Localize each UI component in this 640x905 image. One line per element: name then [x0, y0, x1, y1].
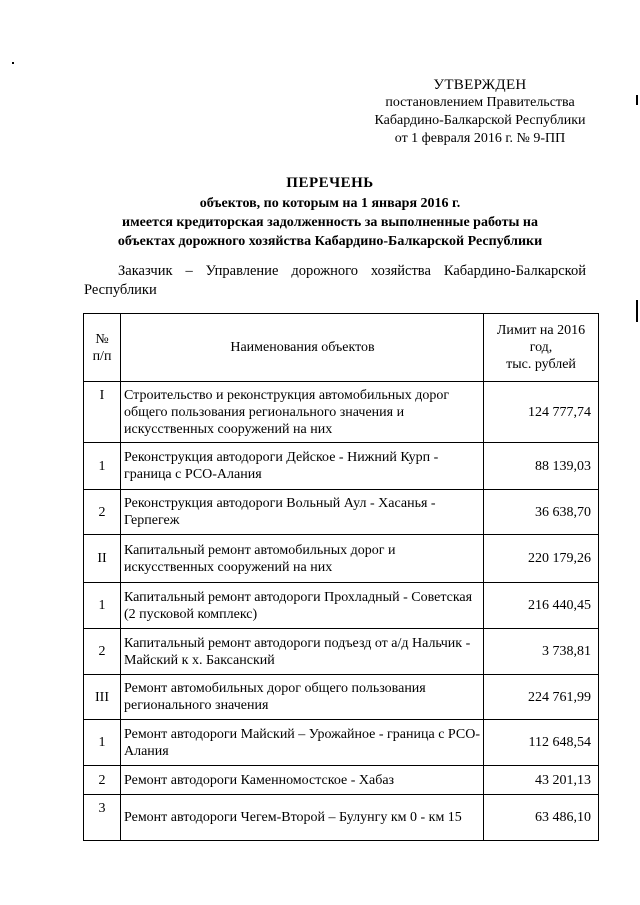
header-name: Наименования объектов — [121, 314, 484, 382]
row-name: Капитальный ремонт автодороги подъезд от а/д Нальчик - Майский к х. Баксанский — [121, 629, 484, 675]
header-limit — [484, 314, 599, 382]
title-main: ПЕРЕЧЕНЬ — [286, 175, 374, 191]
row-num: 1 — [84, 720, 121, 766]
row-value: 224 761,99 — [484, 675, 599, 720]
header-num-line: № — [95, 331, 109, 347]
row-value: 3 738,81 — [484, 629, 599, 675]
approval-heading: УТВЕРЖДЕН — [433, 77, 527, 93]
row-name: Капитальный ремонт автодороги Прохладный - Советская (2 пусковой комплекс) — [121, 583, 484, 629]
row-num: 2 — [84, 490, 121, 535]
row-num: III — [84, 675, 121, 720]
row-name: Реконструкция автодороги Дейское - Нижний Курп - граница с РСО-Алания — [121, 443, 484, 490]
table-row — [84, 795, 599, 841]
customer-line: Заказчик – Управление дорожного хозяйства Кабардино-Балкарской Республики — [84, 263, 586, 298]
header-num-line: п/п — [92, 348, 112, 364]
title-line: объектах дорожного хозяйства Кабардино-Балкарской Республики — [117, 234, 543, 249]
header-limit-line: Лимит на 2016 — [496, 323, 586, 338]
table-header-row — [84, 314, 599, 382]
table-row — [84, 720, 599, 766]
header-num — [84, 314, 121, 382]
row-value: 124 777,74 — [484, 382, 599, 443]
row-name: Ремонт автомобильных дорог общего пользования регионального значения — [121, 675, 484, 720]
row-num: 1 — [84, 583, 121, 629]
row-name: Ремонт автодороги Чегем-Второй – Булунгу км 0 - км 15 — [121, 795, 484, 841]
row-num: II — [84, 535, 121, 583]
row-num: 2 — [84, 629, 121, 675]
approval-stamp — [330, 76, 630, 148]
row-value: 36 638,70 — [484, 490, 599, 535]
row-name: Ремонт автодороги Майский – Урожайное - граница с РСО-Алания — [121, 720, 484, 766]
row-value: 43 201,13 — [484, 766, 599, 795]
row-name: Строительство и реконструкция автомобильных дорог общего пользования регионального значения и искусственных сооружений на них — [121, 382, 484, 443]
table-row — [84, 766, 599, 795]
table-row — [84, 583, 599, 629]
title-line: объектов, по которым на 1 января 2016 г. — [199, 196, 461, 211]
header-limit-line: тыс. рублей — [506, 357, 576, 372]
objects-table — [83, 313, 599, 841]
row-value: 220 179,26 — [484, 535, 599, 583]
row-value: 216 440,45 — [484, 583, 599, 629]
header-limit-line: год, — [529, 340, 553, 355]
row-num: 2 — [84, 766, 121, 795]
scan-mark — [636, 300, 638, 322]
document-title — [80, 174, 580, 251]
table-row — [84, 629, 599, 675]
approval-line: постановлением Правительства — [385, 95, 575, 110]
row-value: 88 139,03 — [484, 443, 599, 490]
title-line: имеется кредиторская задолженность за выполненные работы на — [122, 215, 538, 230]
row-value: 63 486,10 — [484, 795, 599, 841]
scan-mark — [12, 62, 14, 64]
row-num: 1 — [84, 443, 121, 490]
table-row — [84, 382, 599, 443]
table-row — [84, 443, 599, 490]
row-value: 112 648,54 — [484, 720, 599, 766]
table-row — [84, 490, 599, 535]
row-name: Капитальный ремонт автомобильных дорог и искусственных сооружений на них — [121, 535, 484, 583]
row-name: Ремонт автодороги Каменномостское - Хабаз — [121, 766, 484, 795]
approval-line: Кабардино-Балкарской Республики — [374, 113, 586, 128]
scan-mark — [636, 95, 638, 105]
table-row — [84, 535, 599, 583]
approval-line: от 1 февраля 2016 г. № 9-ПП — [394, 131, 566, 146]
table-row — [84, 675, 599, 720]
row-name: Реконструкция автодороги Вольный Аул - Хасанья - Герпегеж — [121, 490, 484, 535]
row-num: 3 — [84, 795, 121, 841]
row-num: I — [84, 382, 121, 443]
